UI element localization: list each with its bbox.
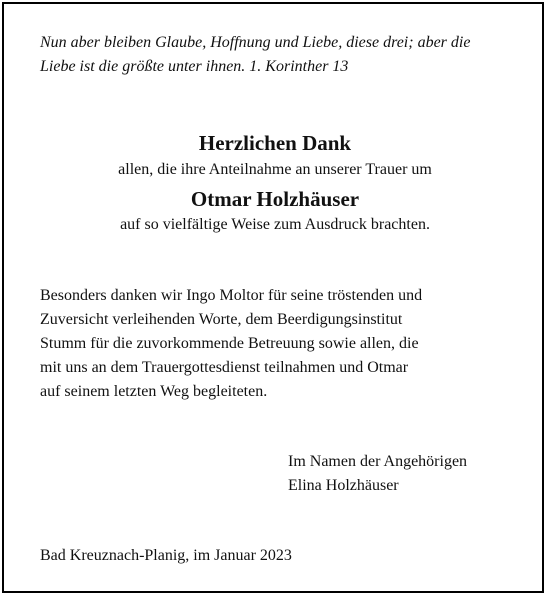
paragraph-line: auf seinem letzten Weg begleiteten. [40, 383, 268, 400]
verse-line: Liebe ist die größte unter ihnen. 1. Korinther 13 [40, 58, 349, 75]
place-date: Bad Kreuznach-Planig, im Januar 2023 [40, 547, 292, 564]
thanks-line: allen, die ihre Anteilnahme an unserer Trauer um [118, 161, 432, 178]
paragraph-line: Stumm für die zuvorkommende Betreuung sowie allen, die [40, 335, 419, 352]
paragraph-line: mit uns an dem Trauergottesdienst teilnahmen und Otmar [40, 359, 409, 376]
signature-block [288, 450, 467, 498]
thanks-paragraph [40, 284, 516, 404]
thanks-heading: Herzlichen Dank [198, 131, 352, 155]
verse-line: Nun aber bleiben Glaube, Hoffnung und Liebe, diese drei; aber die [40, 34, 471, 51]
paragraph-line: Zuversicht verleihenden Worte, dem Beerdigungsinstitut [40, 311, 403, 328]
paragraph-line: Besonders danken wir Ingo Moltor für seine tröstenden und [40, 287, 423, 304]
deceased-name: Otmar Holzhäuser [190, 187, 360, 211]
signature-name: Elina Holzhäuser [288, 477, 399, 494]
bible-verse [40, 31, 518, 79]
thanks-line-2: auf so vielfältige Weise zum Ausdruck brachten. [120, 216, 430, 233]
signature-line: Im Namen der Angehörigen [288, 453, 468, 470]
